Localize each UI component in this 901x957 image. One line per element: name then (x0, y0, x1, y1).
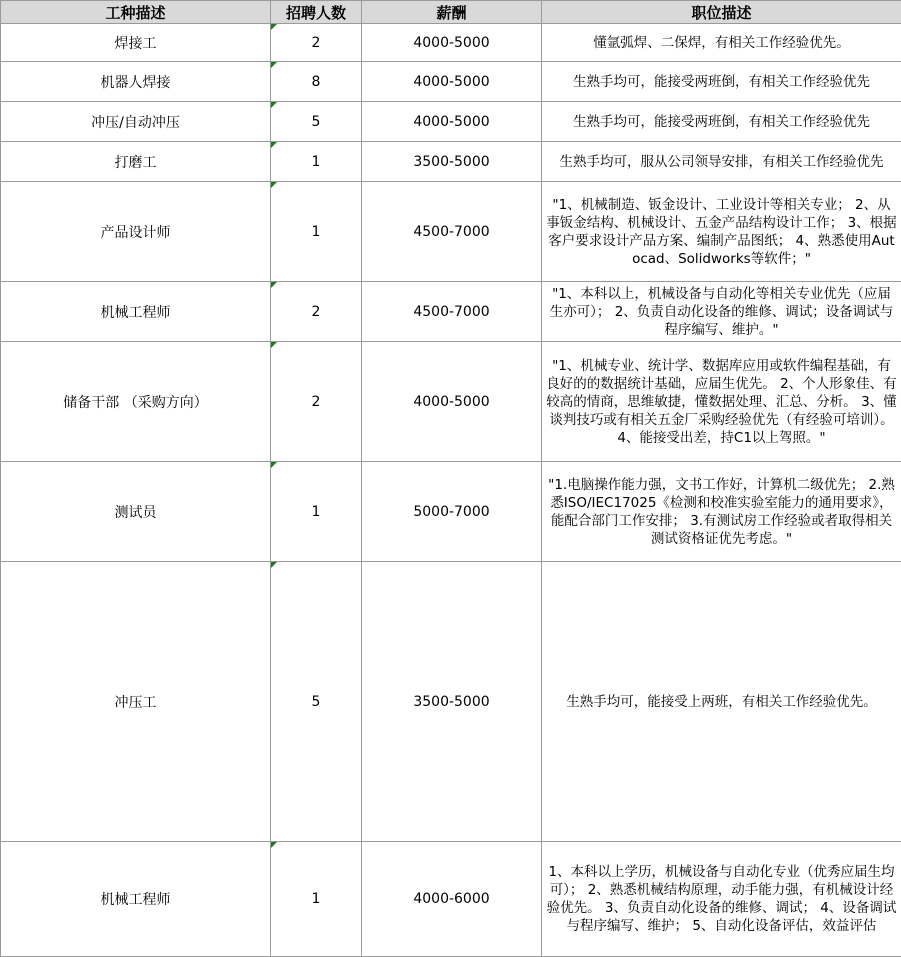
cell-count[interactable]: 5 (271, 102, 362, 142)
cell-salary[interactable]: 3500-5000 (362, 142, 542, 182)
table-row (1, 282, 901, 342)
cell-salary[interactable]: 4500-7000 (362, 182, 542, 282)
table-row (1, 342, 901, 462)
cell-description[interactable]: "1、本科以上，机械设备与自动化等相关专业优先（应届生亦可）； 2、负责自动化设备的维修、调试；设备调试与程序编写、维护。" (542, 282, 901, 342)
cell-count[interactable]: 8 (271, 62, 362, 102)
cell-salary[interactable]: 3500-5000 (362, 562, 542, 842)
cell-count[interactable]: 5 (271, 562, 362, 842)
header-row (1, 1, 901, 24)
table-row (1, 102, 901, 142)
cell-job[interactable]: 机器人焊接 (1, 62, 271, 102)
cell-count[interactable]: 1 (271, 462, 362, 562)
cell-salary[interactable]: 5000-7000 (362, 462, 542, 562)
cell-salary[interactable]: 4000-6000 (362, 842, 542, 957)
cell-count[interactable]: 2 (271, 342, 362, 462)
cell-job[interactable]: 机械工程师 (1, 282, 271, 342)
cell-description[interactable]: 生熟手均可，能接受两班倒，有相关工作经验优先 (542, 102, 901, 142)
cell-job[interactable]: 产品设计师 (1, 182, 271, 282)
cell-job[interactable]: 焊接工 (1, 24, 271, 62)
cell-job[interactable]: 机械工程师 (1, 842, 271, 957)
cell-description[interactable]: 生熟手均可，能接受两班倒，有相关工作经验优先 (542, 62, 901, 102)
cell-description[interactable]: 懂氩弧焊、二保焊，有相关工作经验优先。 (542, 24, 901, 62)
cell-job[interactable]: 打磨工 (1, 142, 271, 182)
cell-description[interactable]: "1、机械专业、统计学、数据库应用或软件编程基础，有良好的的数据统计基础，应届生优先。 2、个人形象佳、有较高的情商，思维敏捷，懂数据处理、汇总、分析。 3、懂谈判技巧或有相关五金厂采购经验优先（有经验可培训）。 4、能接受出差，持C1以上驾照。" (542, 342, 901, 462)
cell-salary[interactable]: 4000-5000 (362, 62, 542, 102)
cell-salary[interactable]: 4500-7000 (362, 282, 542, 342)
header-count[interactable]: 招聘人数 (271, 1, 362, 24)
table-row (1, 62, 901, 102)
header-salary[interactable]: 薪酬 (362, 1, 542, 24)
header-description[interactable]: 职位描述 (542, 1, 901, 24)
cell-salary[interactable]: 4000-5000 (362, 342, 542, 462)
cell-description[interactable]: 1、本科以上学历，机械设备与自动化专业（优秀应届生均可）； 2、熟悉机械结构原理，动手能力强，有机械设计经验优先。 3、负责自动化设备的维修、调试； 4、设备调试与程序编写、维护； 5、自动化设备评估，效益评估 (542, 842, 901, 957)
cell-count[interactable]: 1 (271, 142, 362, 182)
cell-job[interactable]: 冲压/自动冲压 (1, 102, 271, 142)
table-row (1, 462, 901, 562)
table-row (1, 24, 901, 62)
cell-job[interactable]: 测试员 (1, 462, 271, 562)
table-row (1, 142, 901, 182)
cell-job[interactable]: 储备干部 （采购方向） (1, 342, 271, 462)
cell-salary[interactable]: 4000-5000 (362, 24, 542, 62)
cell-count[interactable]: 2 (271, 282, 362, 342)
table-row (1, 562, 901, 842)
cell-count[interactable]: 1 (271, 182, 362, 282)
cell-description[interactable]: 生熟手均可，服从公司领导安排，有相关工作经验优先 (542, 142, 901, 182)
cell-count[interactable]: 2 (271, 24, 362, 62)
cell-description[interactable]: "1.电脑操作能力强，文书工作好，计算机二级优先； 2.熟悉ISO/IEC17025《检测和校准实验室能力的通用要求》，能配合部门工作安排； 3.有测试房工作经验或者取得相关测试资格证优先考虑。" (542, 462, 901, 562)
cell-description[interactable]: 生熟手均可，能接受上两班，有相关工作经验优先。 (542, 562, 901, 842)
table-row (1, 842, 901, 957)
table-row (1, 182, 901, 282)
cell-count[interactable]: 1 (271, 842, 362, 957)
cell-job[interactable]: 冲压工 (1, 562, 271, 842)
header-job[interactable]: 工种描述 (1, 1, 271, 24)
cell-description[interactable]: "1、机械制造、钣金设计、工业设计等相关专业； 2、从事钣金结构、机械设计、五金产品结构设计工作； 3、根据客户要求设计产品方案、编制产品图纸； 4、熟悉使用Autocad、Solidworks等软件；" (542, 182, 901, 282)
cell-salary[interactable]: 4000-5000 (362, 102, 542, 142)
